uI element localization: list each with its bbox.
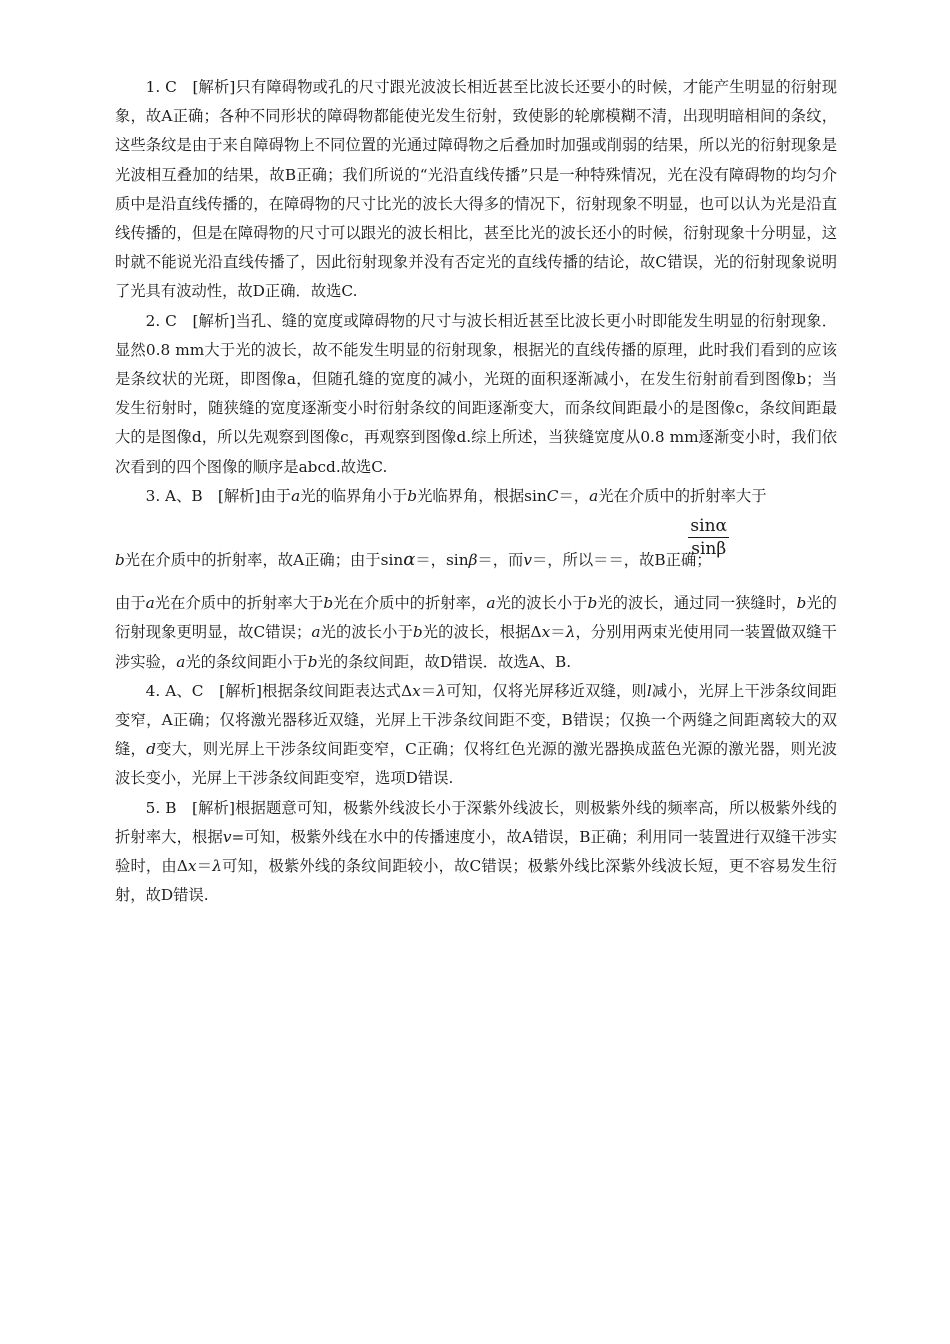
answer-explanations: [115, 73, 837, 910]
answer-4-paragraph: 4. A、C [解析]根据条纹间距表达式Δx＝λ可知，仅将光屏移近双缝，则l减小，光屏上干涉条纹间距变窄，A正确；仅将激光器移近双缝，光屏上干涉条纹间距不变，B错误；仅换一个两缝之间距离较大的双缝，d变大，则光屏上干涉条纹间距变窄，C正确；仅将红色光源的激光器换成蓝色光源的激光器，则光波波长变小，光屏上干涉条纹间距变窄，选项D错误.: [115, 681, 837, 788]
fraction-numerator: sinα: [690, 516, 727, 537]
answer-2-paragraph: 2. C [解析]当孔、缝的宽度或障碍物的尺寸与波长相近甚至比波长更小时即能发生明显的衍射现象．显然0.8 mm大于光的波长，故不能发生明显的衍射现象，根据光的直线传播的原理，此时我们看到的应该是条纹状的光斑，即图像a，但随孔缝的宽度的减小，光斑的面积逐渐减小，在发生衍射前看到图像b；当发生衍射时，随狭缝的宽度逐渐变小时衍射条纹的间距逐渐变大，而条纹间距最小的是图像c，条纹间距最大的是图像d，所以先观察到图像c，再观察到图像d.综上所述，当狭缝宽度从0.8 mm逐渐变小时，我们依次看到的四个图像的顺序是abcd.故选C.: [115, 311, 837, 476]
answer-1-paragraph: 1. C [解析]只有障碍物或孔的尺寸跟光波波长相近甚至比波长还要小的时候，才能产生明显的衍射现象，故A正确；各种不同形状的障碍物都能使光发生衍射，致使影的轮廓模糊不清，出现明暗相间的条纹，这些条纹是由于来自障碍物上不同位置的光通过障碍物之后叠加时加强或削弱的结果，所以光的衍射现象是光波相互叠加的结果，故B正确；我们所说的“光沿直线传播”只是一种特殊情况，光在没有障碍物的均匀介质中是沿直线传播的，在障碍物的尺寸比光的波长大得多的情况下，衍射现象不明显，也可以认为光是沿直线传播的，但是在障碍物的尺寸可以跟光的波长相比，甚至比光的波长还小的时候，衍射现象十分明显，这时就不能说光沿直线传播了，因此衍射现象并没有否定光的直线传播的结论，故C错误，光的衍射现象说明了光具有波动性，故D正确．故选C.: [115, 78, 837, 301]
answer-5-paragraph: 5. B [解析]根据题意可知，极紫外线波长小于深紫外线波长，则极紫外线的频率高，所以极紫外线的折射率大，根据v=可知，极紫外线在水中的传播速度小，故A错误，B正确；利用同一装置进行双缝干涉实验时，由Δx＝λ可知，极紫外线的条纹间距较小，故C错误；极紫外线比深紫外线波长短，更不容易发生衍射，故D错误.: [115, 798, 837, 905]
answer-3-paragraph-line1: 3. A、B [解析]由于a光的临界角小于b光临界角，根据sinC＝，a光在介质中的折射率大于: [145, 486, 767, 505]
fraction-denominator: sinβ: [691, 539, 727, 560]
answer-3-paragraph-rest: 由于a光在介质中的折射率大于b光在介质中的折射率，a光的波长小于b光的波长，通过同一狭缝时，b光的衍射现象更明显，故C错误；a光的波长小于b光的波长，根据Δx＝λ，分别用两束光使用同一装置做双缝干涉实验，a光的条纹间距小于b光的条纹间距，故D错误．故选A、B.: [115, 594, 837, 671]
answer-3-paragraph-line2: b光在介质中的折射率，故A正确；由于sinα＝，sinβ＝，而v＝，所以＝＝，故B正确；: [115, 549, 712, 571]
